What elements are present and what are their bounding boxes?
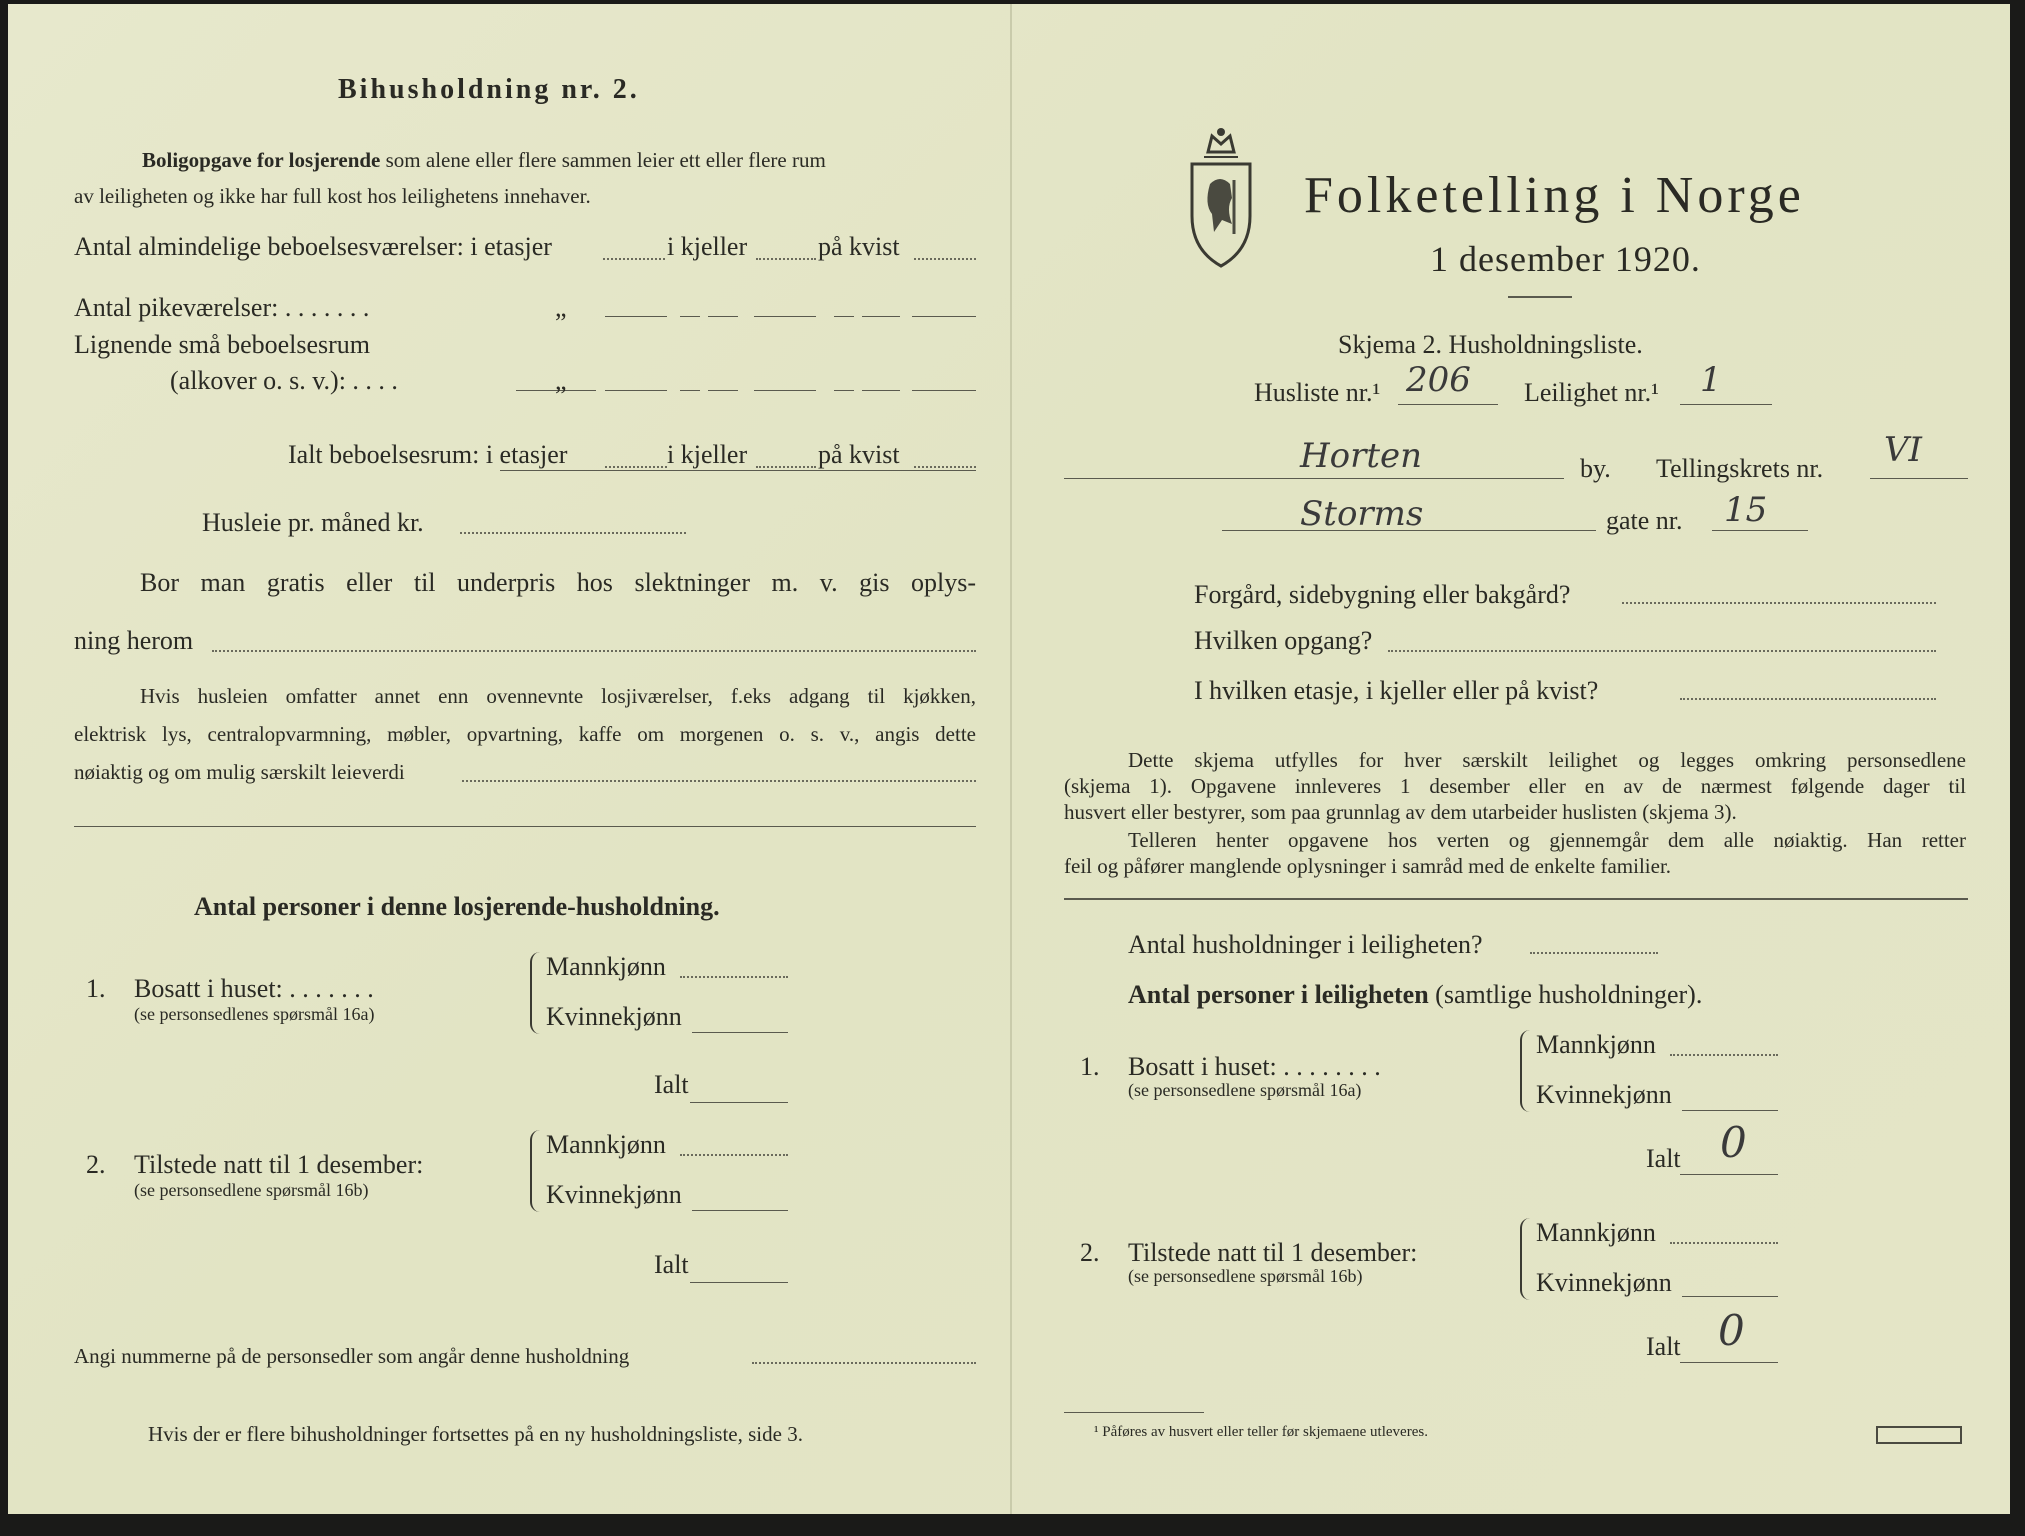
right-q1-ialt: Ialt: [1646, 1144, 1681, 1173]
husleie-label: Husleie pr. måned kr.: [202, 508, 424, 537]
leilighet-value[interactable]: 1: [1700, 360, 1722, 400]
rooms-etasjer-field[interactable]: [603, 258, 665, 260]
title-divider: [1508, 296, 1572, 298]
left-q2-sub: (se personsedlene spørsmål 16b): [134, 1180, 369, 1200]
footnote-rule: [1064, 1412, 1204, 1413]
by-value[interactable]: Horten: [1300, 436, 1423, 476]
pike-label: Antal pikeværelser: . . . . . . .: [74, 293, 370, 322]
left-q2-mann-field[interactable]: [680, 1154, 788, 1156]
lignende-kjeller-field[interactable]: [754, 390, 816, 391]
gate-field: [1222, 530, 1596, 531]
lignende-etasjer-field[interactable]: [605, 390, 667, 391]
krets-label: Tellingskrets nr.: [1656, 454, 1824, 483]
right-q1-ialt-value[interactable]: 0: [1720, 1118, 1747, 1167]
lignende-label-1: Lignende små beboelsesrum: [74, 330, 371, 359]
left-q1-mann: Mannkjønn: [546, 952, 666, 981]
lignende-ditto: „: [555, 366, 567, 395]
left-q2-kvinne-field[interactable]: [692, 1210, 788, 1211]
left-q1-brace: [530, 952, 542, 1034]
pike-ditto: „: [555, 293, 567, 322]
hvis-line-1: Hvis husleien omfatter annet enn ovennevnte losjiværelser, f.eks adgang til kjøkken,: [140, 684, 976, 708]
ialt-etasjer-field[interactable]: [605, 466, 667, 468]
printer-stamp: [1876, 1426, 1962, 1444]
ialt-kvist: på kvist: [818, 440, 900, 469]
gratis-field[interactable]: [212, 650, 976, 652]
pike-dash-3: [834, 316, 854, 317]
left-q2-ialt: Ialt: [654, 1250, 689, 1279]
antal-hush-label: Antal husholdninger i leiligheten?: [1128, 930, 1483, 959]
etasje-field[interactable]: [1680, 698, 1936, 700]
angi-label: Angi nummerne på de personsedler som angår denne husholdning: [74, 1344, 630, 1368]
pike-etasjer-field[interactable]: [605, 316, 667, 317]
pike-dash-1: [680, 316, 700, 317]
skjema-label: Skjema 2. Husholdningsliste.: [1338, 330, 1643, 359]
hvis-flere-note: Hvis der er flere bihusholdninger fortsettes på en ny husholdningsliste, side 3.: [148, 1422, 803, 1446]
left-q1-sub: (se personsedlenes spørsmål 16a): [134, 1004, 375, 1024]
left-q1-label: Bosatt i huset: . . . . . . .: [134, 974, 374, 1003]
gate-nr-field: [1712, 530, 1808, 531]
gate-label: gate nr.: [1606, 506, 1683, 535]
right-q2-ialt-value[interactable]: 0: [1718, 1306, 1745, 1355]
ialt-kjeller-field[interactable]: [756, 466, 816, 468]
by-label: by.: [1580, 454, 1611, 483]
husliste-field: [1398, 404, 1498, 405]
left-q2-brace: [530, 1130, 542, 1212]
right-persons-title: [1128, 980, 1702, 1010]
left-q2-num: 2.: [86, 1150, 106, 1179]
forgard-field[interactable]: [1622, 602, 1936, 604]
intro-rest-1: som alene eller flere sammen leier ett eller flere rum: [385, 148, 826, 172]
intro-line-2: av leiligheten og ikke har full kost hos leilighetens innehaver.: [74, 184, 591, 208]
instr-line-1: Dette skjema utfylles for hver særskilt leilighet og legges omkring personsedlene: [1128, 748, 1966, 772]
rooms-kjeller-field[interactable]: [756, 258, 816, 260]
krets-field: [1870, 478, 1968, 479]
left-persons-title: Antal personer i denne losjerende-husholdning.: [194, 892, 720, 921]
ialt-rooms-label: Ialt beboelsesrum: i etasjer: [288, 440, 568, 469]
rooms-kvist-field[interactable]: [914, 258, 976, 260]
left-q1-num: 1.: [86, 974, 106, 1003]
lignende-dash-1: [680, 390, 700, 391]
ialt-underline: [500, 470, 976, 471]
right-q1-ialt-field: [1680, 1174, 1778, 1175]
left-q1-mann-field[interactable]: [680, 976, 788, 978]
hvis-line-3: nøiaktig og om mulig særskilt leieverdi: [74, 760, 405, 784]
leilighet-field: [1680, 404, 1772, 405]
footnote: ¹ Påføres av husvert eller teller før skjemaene utleveres.: [1094, 1424, 1428, 1440]
instr-line-3: husvert eller bestyrer, som paa grunnlag av dem utarbeider huslisten (skjema 3).: [1064, 800, 1737, 824]
instr-line-4: Telleren henter opgavene hos verten og gjennemgår dem alle nøiaktig. Han retter: [1128, 828, 1966, 852]
right-q1-kvinne-field[interactable]: [1682, 1110, 1778, 1111]
instr-line-5: feil og påfører manglende oplysninger i samråd med de enkelte familier.: [1064, 854, 1672, 878]
opgang-label: Hvilken opgang?: [1194, 626, 1373, 655]
coat-of-arms-icon: [1186, 124, 1256, 275]
pike-kvist-field[interactable]: [912, 316, 976, 317]
etasje-label: I hvilken etasje, i kjeller eller på kvist?: [1194, 676, 1599, 705]
right-q1-mann-field[interactable]: [1670, 1054, 1778, 1056]
right-date: 1 desember 1920.: [1430, 239, 1701, 279]
right-q1-label: Bosatt i huset: . . . . . . . .: [1128, 1052, 1381, 1081]
forgard-label: Forgård, sidebygning eller bakgård?: [1194, 580, 1571, 609]
lignende-label-2: (alkover o. s. v.): . . . .: [170, 366, 398, 395]
left-q2-mann: Mannkjønn: [546, 1130, 666, 1159]
intro-bold: Boligopgave for losjerende: [142, 148, 381, 172]
rooms-kvist: på kvist: [818, 232, 900, 261]
left-q1-ialt: Ialt: [654, 1070, 689, 1099]
pike-dash-2: [708, 316, 738, 317]
right-q2-mann: Mannkjønn: [1536, 1218, 1656, 1247]
right-q2-sub: (se personsedlene spørsmål 16b): [1128, 1266, 1363, 1286]
lignende-dash-2: [708, 390, 738, 391]
rooms-kjeller: i kjeller: [667, 232, 748, 261]
right-q2-ialt-field: [1680, 1362, 1778, 1363]
right-q2-kvinne: Kvinnekjønn: [1536, 1268, 1672, 1297]
right-q2-num: 2.: [1080, 1238, 1100, 1267]
right-q1-num: 1.: [1080, 1052, 1100, 1081]
left-q2-kvinne: Kvinnekjønn: [546, 1180, 682, 1209]
krets-value[interactable]: VI: [1884, 430, 1922, 470]
right-q1-mann: Mannkjønn: [1536, 1030, 1656, 1059]
page-fold: [1010, 4, 1012, 1514]
right-q2-mann-field[interactable]: [1670, 1242, 1778, 1244]
left-q1-kvinne: Kvinnekjønn: [546, 1002, 682, 1031]
leieverdi-field[interactable]: [462, 780, 976, 782]
left-q2-ialt-field[interactable]: [690, 1282, 788, 1283]
right-q2-brace: [1520, 1218, 1532, 1300]
leieverdi-extra-line[interactable]: [74, 826, 976, 827]
right-q2-ialt: Ialt: [1646, 1332, 1681, 1361]
ialt-kjeller: i kjeller: [667, 440, 748, 469]
left-q1-ialt-field[interactable]: [690, 1102, 788, 1103]
by-field: [1064, 478, 1564, 479]
rooms-label: Antal almindelige beboelsesværelser: i etasjer: [74, 232, 552, 261]
antal-hush-field[interactable]: [1530, 952, 1658, 954]
right-persons-rest: (samtlige husholdninger).: [1435, 980, 1703, 1009]
pike-dash-4: [862, 316, 900, 317]
right-q1-brace: [1520, 1030, 1532, 1112]
instr-line-2: (skjema 1). Opgavene innleveres 1 desember eller en av de nærmest følgende dager til: [1064, 774, 1966, 798]
instr-divider: [1064, 898, 1968, 900]
angi-field[interactable]: [752, 1362, 976, 1364]
gratis-line-1: Bor man gratis eller til underpris hos slektninger m. v. gis oplys-: [140, 568, 976, 597]
right-q2-label: Tilstede natt til 1 desember:: [1128, 1238, 1418, 1267]
pike-kjeller-field[interactable]: [754, 316, 816, 317]
right-persons-bold: Antal personer i leiligheten: [1128, 980, 1429, 1009]
left-q1-kvinne-field[interactable]: [692, 1032, 788, 1033]
husliste-label: Husliste nr.¹: [1254, 378, 1381, 407]
husleie-field[interactable]: [460, 532, 686, 534]
left-q2-label: Tilstede natt til 1 desember:: [134, 1150, 424, 1179]
ialt-kvist-field[interactable]: [914, 466, 976, 468]
husliste-value[interactable]: 206: [1406, 360, 1471, 400]
gate-value[interactable]: Storms: [1300, 494, 1424, 534]
right-q1-kvinne: Kvinnekjønn: [1536, 1080, 1672, 1109]
right-title: Folketelling i Norge: [1304, 167, 1805, 224]
left-title: Bihusholdning nr. 2.: [338, 74, 640, 105]
lignende-kvist-field[interactable]: [912, 390, 976, 391]
gratis-line-2: ning herom: [74, 626, 194, 655]
right-q1-sub: (se personsedlene spørsmål 16a): [1128, 1080, 1362, 1100]
intro-line-1: [142, 148, 826, 173]
gate-nr-value[interactable]: 15: [1724, 490, 1768, 530]
lignende-dash-4: [862, 390, 900, 391]
lignende-dash-3: [834, 390, 854, 391]
opgang-field[interactable]: [1388, 650, 1936, 652]
leilighet-label: Leilighet nr.¹: [1524, 378, 1659, 407]
hvis-line-2: elektrisk lys, centralopvarmning, møbler, opvartning, kaffe om morgenen o. s. v., angis dette: [74, 722, 976, 746]
right-q2-kvinne-field[interactable]: [1682, 1296, 1778, 1297]
